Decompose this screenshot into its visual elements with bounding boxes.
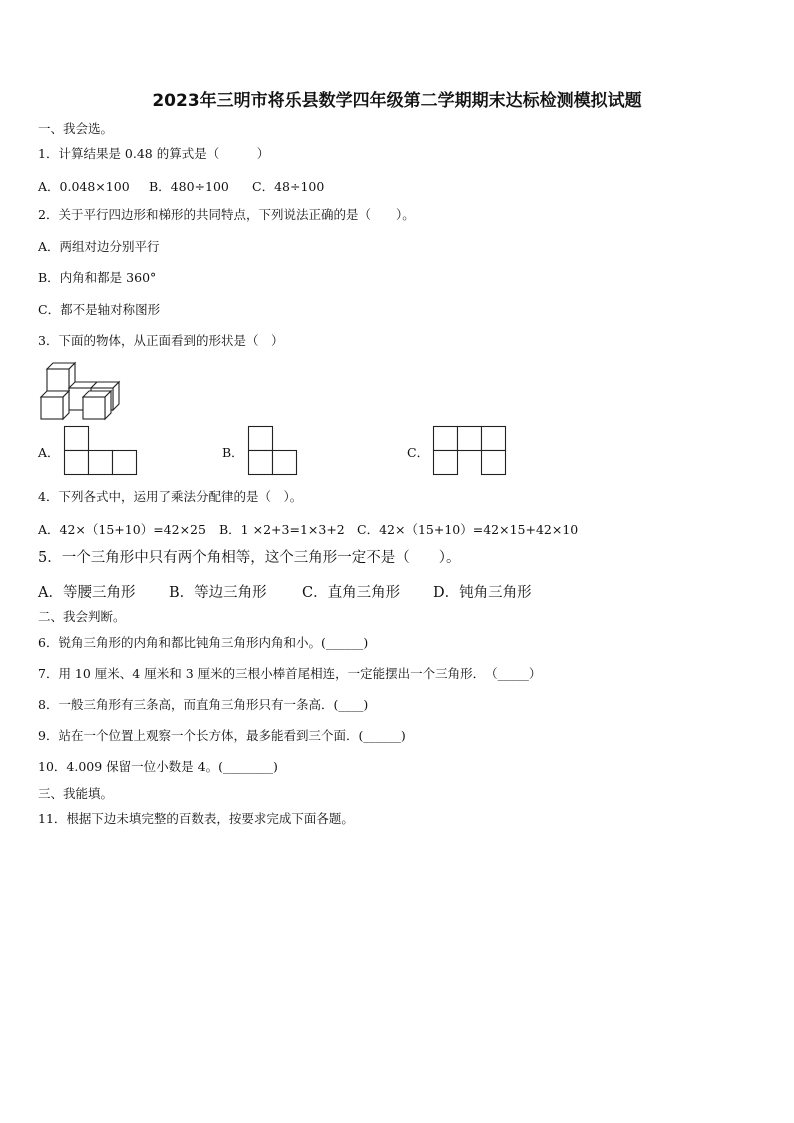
question-5-option-a: A．等腰三角形 (38, 585, 136, 601)
question-5-stem: 5．一个三角形中只有两个角相等，这个三角形一定不是（ ）。 (38, 550, 461, 566)
question-1-option-c: C．48÷100 (252, 179, 325, 194)
question-2-option-b: B．内角和都是 360° (38, 270, 157, 285)
question-4-option-a: A．42×（15+10）=42×25 (38, 522, 206, 537)
question-8: 8．一般三角形有三条高，而直角三角形只有一条高．(____) (38, 697, 369, 712)
section-heading-judge: 二、我会判断。 (38, 609, 126, 624)
question-2-stem: 2．关于平行四边形和梯形的共同特点，下列说法正确的是（ ）。 (38, 207, 415, 222)
question-3-stem: 3．下面的物体，从正面看到的形状是（ ） (38, 333, 284, 348)
question-5-option-d: D．钝角三角形 (433, 585, 532, 601)
question-5-option-b: B．等边三角形 (169, 585, 267, 601)
question-1-stem: 1．计算结果是 0.48 的算式是（ ） (38, 146, 270, 161)
question-2-option-a: A．两组对边分别平行 (38, 239, 160, 254)
question-1-option-b: B．480÷100 (149, 179, 229, 194)
question-5-option-c: C．直角三角形 (302, 585, 401, 601)
question-1-option-a: A．0.048×100 (38, 179, 130, 194)
question-3-option-b-label: B． (222, 445, 244, 460)
section-heading-fill: 三、我能填。 (38, 786, 114, 801)
question-4-option-c: C．42×（15+10）=42×15+42×10 (357, 522, 579, 537)
question-3-option-a-label: A． (38, 445, 60, 460)
section-heading-choice: 一、我会选。 (38, 121, 114, 136)
option-b-figure (248, 426, 298, 476)
option-a-figure (64, 426, 138, 476)
page-title: 2023年三明市将乐县数学四年级第二学期期末达标检测模拟试题 (152, 91, 642, 111)
question-6: 6．锐角三角形的内角和都比钝角三角形内角和小。(______) (38, 635, 369, 650)
option-c-figure (433, 426, 507, 476)
question-3-option-c-label: C． (407, 445, 430, 460)
question-11: 11．根据下边未填完整的百数表，按要求完成下面各题。 (38, 811, 354, 826)
question-7: 7．用 10 厘米、4 厘米和 3 厘米的三根小棒首尾相连，一定能摆出一个三角形． （_____） (38, 666, 542, 681)
question-2-option-c: C．都不是轴对称图形 (38, 302, 161, 317)
question-4-stem: 4．下列各式中，运用了乘法分配律的是（ ）。 (38, 489, 303, 504)
question-9: 9．站在一个位置上观察一个长方体，最多能看到三个面．(______) (38, 728, 406, 743)
cube-stack-figure (38, 360, 122, 420)
question-10: 10．4.009 保留一位小数是 4。(________) (38, 759, 278, 774)
question-4-option-b: B．1 ×2+3=1×3+2 (219, 522, 345, 537)
